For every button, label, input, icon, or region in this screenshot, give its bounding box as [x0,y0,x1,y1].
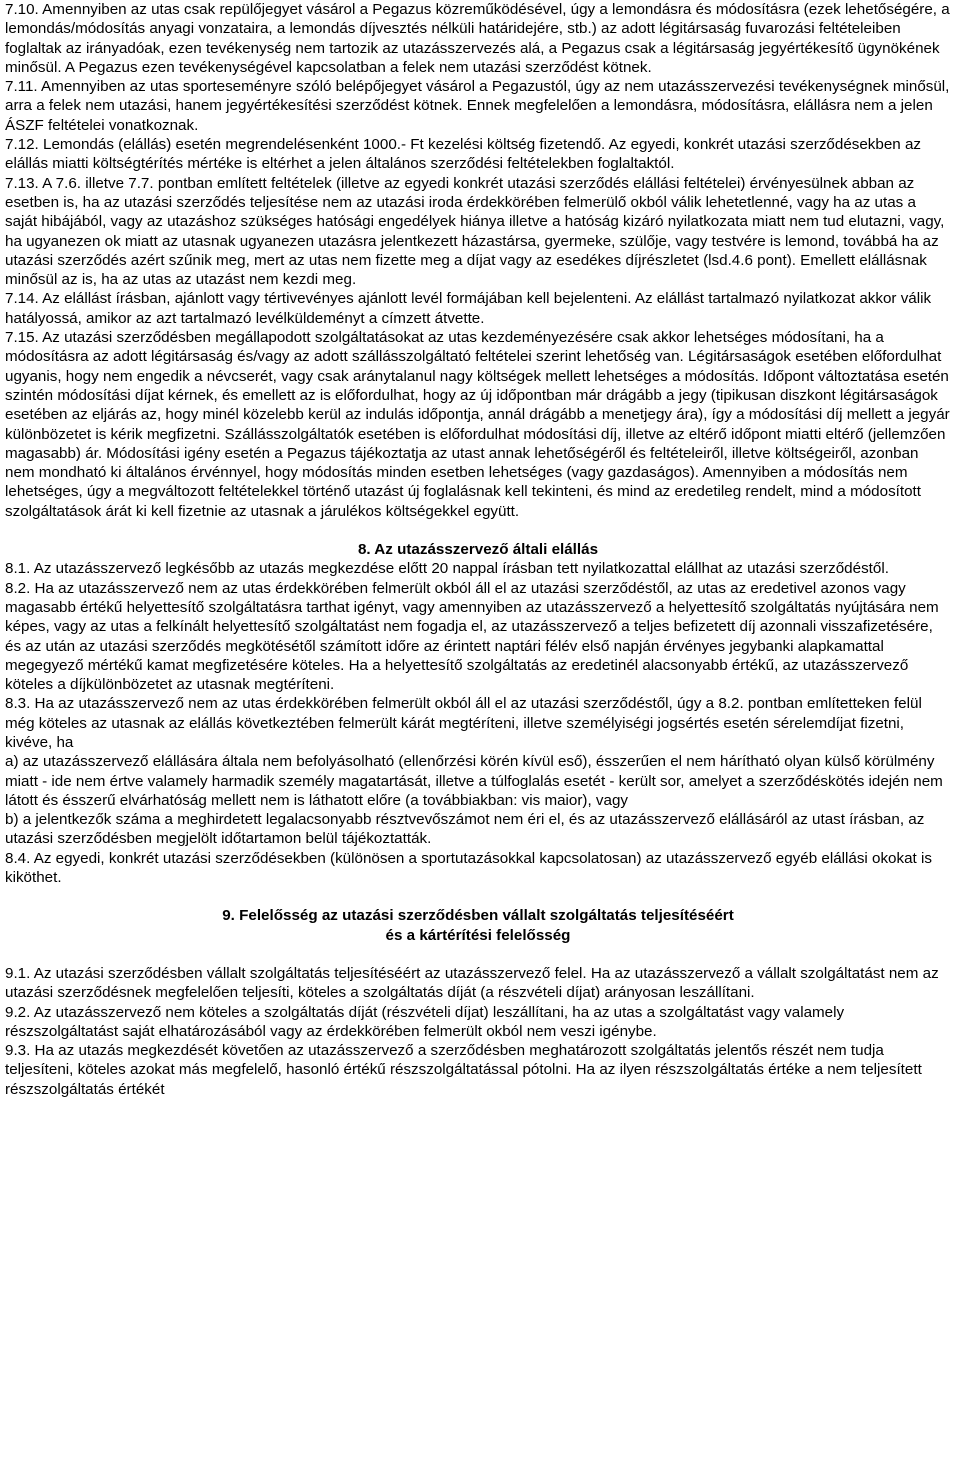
paragraph-7-11: 7.11. Amennyiben az utas sporteseményre szóló belépőjegyet vásárol a Pegazustól, úgy az nem utazásszervezési tevékenységnek minősül, arra a felek nem utazási, hanem jegyértékesítési szerződést kötnek. Ennek megfelelően a lemondásra, módosításra, elállásra nem a jelen ÁSZF feltételei vonatkoznak. [5,78,950,134]
spacer [5,521,951,540]
paragraph-8-1: 8.1. Az utazásszervező legkésőbb az utazás megkezdése előtt 20 nappal írásban tett nyilatkozattal elállhat az utazási szerződéstől. [5,560,889,578]
paragraph-7-10: 7.10. Amennyiben az utas csak repülőjegyet vásárol a Pegazus közreműködésével, úgy a lemondásra és módosításra (ezek lehetőségére, a lemondás/módosítás anyagi vonzataira, a lemondás díjvesztés nélküli határidejére, stb.) az adott légitársaság fuvarozási feltételeiben foglaltak az irányadóak, ezen tevékenység nem tartozik az utazásszervezés alá, a Pegazus csak a légitársaság jegyértékesítő ügynökének minősül. A Pegazus ezen tevékenységével kapcsolatban a felek nem utazási szerződést kötnek. [5,1,950,76]
paragraph-8-3-b: b) a jelentkezők száma a meghirdetett legalacsonyabb résztvevőszámot nem éri el, és az utazásszervező elállásáról az utast írásban, az utazási szerződésben megjelölt időtartamon belül tájékoztatták. [5,811,925,848]
paragraph-8-3-a: a) az utazásszervező elállására általa nem befolyásolható (ellenőrzési körén kívül eső), ésszerűen el nem hárítható olyan külső körülmény miatt - ide nem értve valamely harmadik személy magatartását, illetve a túlfoglalás esetét - került sor, amelyet a szerződéskötés idején nem látott és ésszerű elvárhatóság mellett nem is láthatott előre (a továbbiakban: vis maior), vagy [5,753,943,809]
section-9-title-line2: és a kártérítési felelősség [385,926,571,944]
spacer [5,887,951,906]
paragraph-8-3: 8.3. Ha az utazásszervező nem az utas érdekkörében felmerült okból áll el az utazási szerződéstől, úgy a 8.2. pontban említetteken felül még köteles az utasnak az elállás következtében felmerült kárát megtéríteni, illetve személyiségi jogsértés esetén sérelemdíjat fizetni, kivéve, ha [5,695,922,751]
paragraph-7-14: 7.14. Az elállást írásban, ajánlott vagy tértivevényes ajánlott levél formájában kell bejelenteni. Az elállást tartalmazó nyilatkozat akkor válik hatályossá, amikor az azt tartalmazó levélküldeményt a címzett átvette. [5,290,932,327]
paragraph-7-13: 7.13. A 7.6. illetve 7.7. pontban említett feltételek (illetve az egyedi konkrét utazási szerződés elállási feltételei) érvényesülnek abban az esetben is, ha az utazási szerződés teljesítése nem az utazási iroda érdekkörében felmerülő okból válik lehetetlenné, vagy ha az utas a saját hibájából, vagy az utazáshoz szükséges hatósági engedélyek hiánya illetve a hatóság kizáró nyilatkozata miatt nem tud elutazni, vagy, ha ugyanezen ok miatt az utasnak ugyanezen utazásra jelentkezett házastársa, gyermeke, szülője, vagy testvére is lemond, továbbá ha az utazási szerződés azért szűnik meg, mert az utas nem fizette meg a díjat vagy az esedékes díjrészletet (lsd.4.6 pont). Emellett elállásnak minősül az is, ha az utas az utazást nem kezdi meg. [5,174,945,289]
paragraph-9-3: 9.3. Ha az utazás megkezdését követően az utazásszervező a szerződésben meghatározott szolgáltatás jelentős részét nem tudja teljesíteni, köteles azokat más megfelelő, hasonló értékű részszolgáltatással pótolni. Ha az ilyen részszolgáltatás értéke a nem teljesített részszolgáltatás értékét [5,1042,922,1098]
section-8-title: 8. Az utazásszervező általi elállás [357,541,599,559]
paragraph-9-2: 9.2. Az utazásszervező nem köteles a szolgáltatás díját (részvételi díjat) leszállítani, ha az utas a szolgáltatást vagy valamely részszolgáltatást saját elhatározásából vagy az érdekkörében felmerült okból nem veszi igénybe. [5,1003,845,1040]
paragraph-7-15: 7.15. Az utazási szerződésben megállapodott szolgáltatásokat az utas kezdeményezésére csak akkor lehetséges módosítani, ha a módosításra az adott légitársaság és/vagy az adott szállásszolgáltató feltételei szerint lehetőség van. Légitársaságok esetében előfordulhat ugyanis, hogy nem engedik a névcserét, vagy csak aránytalanul nagy költségek mellett lehetséges a módosítás. Időpont változtatása esetén szintén módosítási díjat kérnek, és emellett az is előfordulhat, hogy az új időpontban már drágább a jegy (tipikusan diszkont légitársaságok esetében az eljárás az, hogy minél közelebb kerül az indulás időpontja, annál drágább a menetjegy ára), így a módosítási díj mellett a jegyár különbözetet is kérik megfizetni. Szállásszolgáltatók esetében is előfordulhat módosítási díj, illetve az eltérő időpont miatti eltérő (jellemzően magasabb) ár. Módosítási igény esetén a Pegazus tájékoztatja az utast annak lehetőségéről és feltételeiről, illetve költségeiről, azonban nem mondható ki általános érvénnyel, hogy módosítás minden esetben lehetséges (vagy gazdaságos). Amennyiben a módosítás nem lehetséges, úgy a megváltozott feltételekkel történő utazást új foglalásnak kell tekinteni, és mind az eredetileg rendelt, mind a módosított szolgáltatások árát ki kell fizetnie az utasnak a járulékos költségekkel együtt. [5,329,950,520]
paragraph-9-1: 9.1. Az utazási szerződésben vállalt szolgáltatás teljesítéséért az utazásszervező felel. Ha az utazásszervező a vállalt szolgáltatást nem az utazási szerződésnek megfelelően teljesíti, köteles a szolgáltatás díját (a részvételi díjat) arányosan leszállítani. [5,964,939,1002]
spacer [5,945,951,964]
paragraph-8-4: 8.4. Az egyedi, konkrét utazási szerződésekben (különösen a sportutazásokkal kapcsolatosan) az utazásszervező egyéb elállási okokat is kiköthet. [5,849,932,887]
paragraph-7-12: 7.12. Lemondás (elállás) esetén megrendelésenként 1000.- Ft kezelési költség fizetendő. Az egyedi, konkrét utazási szerződésekben az elállás miatti költségtérítés mértéke is eltérhet a jelen általános szerződési feltételekben foglaltaktól. [5,136,922,173]
paragraph-8-2: 8.2. Ha az utazásszervező nem az utas érdekkörében felmerült okból áll el az utazási szerződéstől, az utas az eredetivel azonos vagy magasabb értékű helyettesítő szolgáltatásra tarthat igényt, vagy amennyiben az utazásszervező a helyettesítő szolgáltatás nyújtására nem képes, vagy az utas a felkínált helyettesítő szolgáltatást nem fogadja el, az utazásszervező a teljes befizetett díj azonnali visszafizetésére, és az után az utazási szerződés megkötésétől számított időre az érintett naptári félév első napján érvényes jegybanki alapkamattal megegyező mértékű kamat megfizetésére köteles. Ha a helyettesítő szolgáltatás az eredetinél alacsonyabb értékű, az utazásszervező köteles a díjkülönbözetet az utasnak megtéríteni. [5,579,939,694]
section-9-title-line1: 9. Felelősség az utazási szerződésben vállalt szolgáltatás teljesítéséért [222,907,734,925]
document-page [5,0,951,1099]
